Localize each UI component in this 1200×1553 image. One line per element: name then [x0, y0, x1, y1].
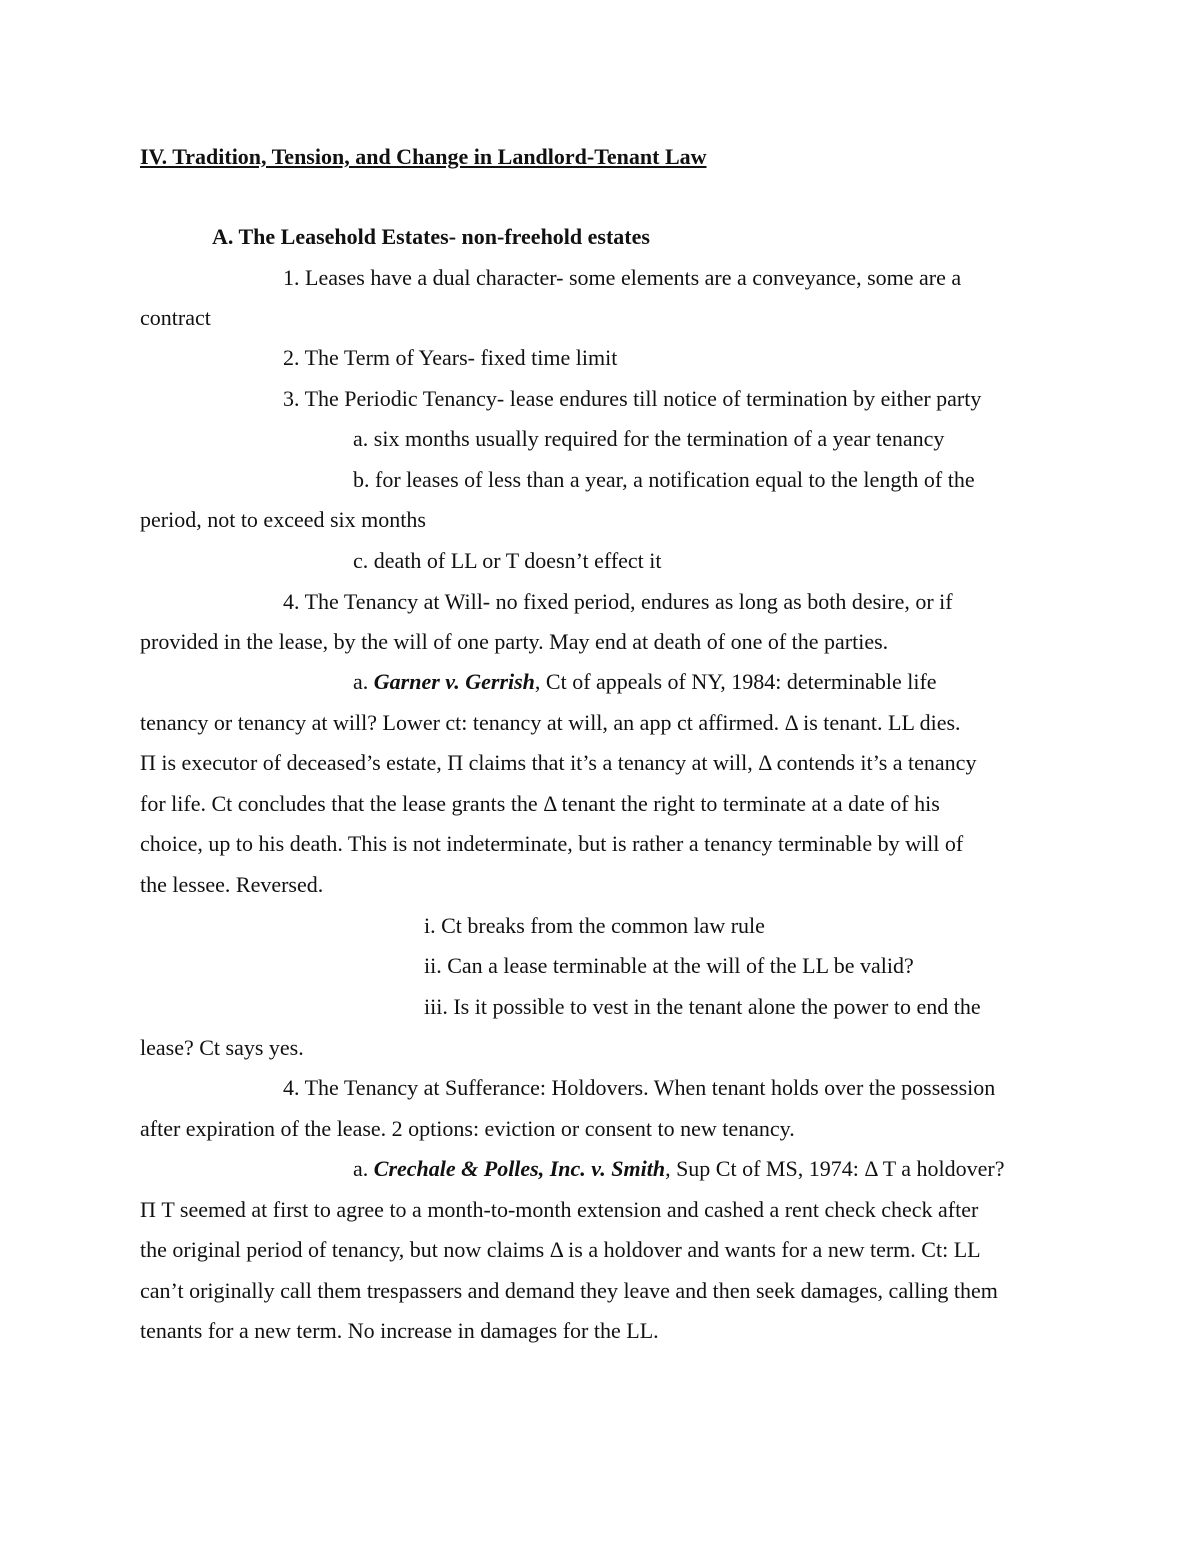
list-item-1-line-2: contract — [140, 305, 211, 330]
list-item-1-line-1: 1. Leases have a dual character- some elements are a conveyance, some are a — [283, 265, 962, 290]
list-item-5-line-2: after expiration of the lease. 2 options: eviction or consent to new tenancy. — [140, 1116, 795, 1141]
case-name: Garner v. Gerrish — [373, 669, 535, 694]
list-item-4a-iii-line-2: lease? Ct says yes. — [140, 1035, 304, 1060]
list-item-2: 2. The Term of Years- fixed time limit — [283, 345, 618, 370]
list-item-5a-line-3: the original period of tenancy, but now claims Δ is a holdover and wants for a new term. Ct: LL — [140, 1237, 981, 1262]
list-item-4a-line-6: the lessee. Reversed. — [140, 872, 324, 897]
list-item-4a-line-2: tenancy or tenancy at will? Lower ct: tenancy at will, an app ct affirmed. Δ is tenant. LL dies. — [140, 710, 961, 735]
list-item-5-line-1: 4. The Tenancy at Sufferance: Holdovers. When tenant holds over the possession — [283, 1075, 996, 1100]
case-citation: , Sup Ct of MS, 1974: Δ T a holdover? — [665, 1156, 1005, 1181]
list-item-5a-line-2: Π T seemed at first to agree to a month-to-month extension and cashed a rent check check after — [140, 1197, 979, 1222]
list-item-4a-line-1 — [353, 668, 937, 696]
list-item-5a-line-1 — [353, 1155, 1005, 1183]
list-item-4a-ii: ii. Can a lease terminable at the will of the LL be valid? — [424, 953, 914, 978]
list-item-4-line-2: provided in the lease, by the will of one party. May end at death of one of the parties. — [140, 629, 889, 654]
list-item-4a-line-4: for life. Ct concludes that the lease grants the Δ tenant the right to terminate at a date of his — [140, 791, 940, 816]
list-item-4a-i: i. Ct breaks from the common law rule — [424, 913, 765, 938]
list-item-3b-line-1: b. for leases of less than a year, a notification equal to the length of the — [353, 467, 975, 492]
list-item-4-line-1: 4. The Tenancy at Will- no fixed period, endures as long as both desire, or if — [283, 589, 953, 614]
document-title: IV. Tradition, Tension, and Change in Landlord-Tenant Law — [140, 144, 707, 169]
list-item-5a-line-4: can’t originally call them trespassers and demand they leave and then seek damages, calling them — [140, 1278, 998, 1303]
case-citation: , Ct of appeals of NY, 1984: determinable life — [534, 669, 937, 694]
list-item-3a: a. six months usually required for the termination of a year tenancy — [353, 426, 945, 451]
section-a-heading: A. The Leasehold Estates- non-freehold estates — [212, 224, 650, 249]
list-item-3b-line-2: period, not to exceed six months — [140, 507, 426, 532]
list-item-4a-line-5: choice, up to his death. This is not indeterminate, but is rather a tenancy terminable by will of — [140, 831, 964, 856]
list-item-4a-iii-line-1: iii. Is it possible to vest in the tenant alone the power to end the — [424, 994, 981, 1019]
list-item-4a-line-3: Π is executor of deceased’s estate, Π claims that it’s a tenancy at will, Δ contends it’s a tenancy — [140, 750, 977, 775]
list-marker: a. — [353, 1156, 374, 1181]
case-name: Crechale & Polles, Inc. v. Smith — [373, 1156, 666, 1181]
list-item-3: 3. The Periodic Tenancy- lease endures till notice of termination by either party — [283, 386, 982, 411]
list-item-5a-line-5: tenants for a new term. No increase in damages for the LL. — [140, 1318, 659, 1343]
list-item-3c: c. death of LL or T doesn’t effect it — [353, 548, 662, 573]
list-marker: a. — [353, 669, 374, 694]
